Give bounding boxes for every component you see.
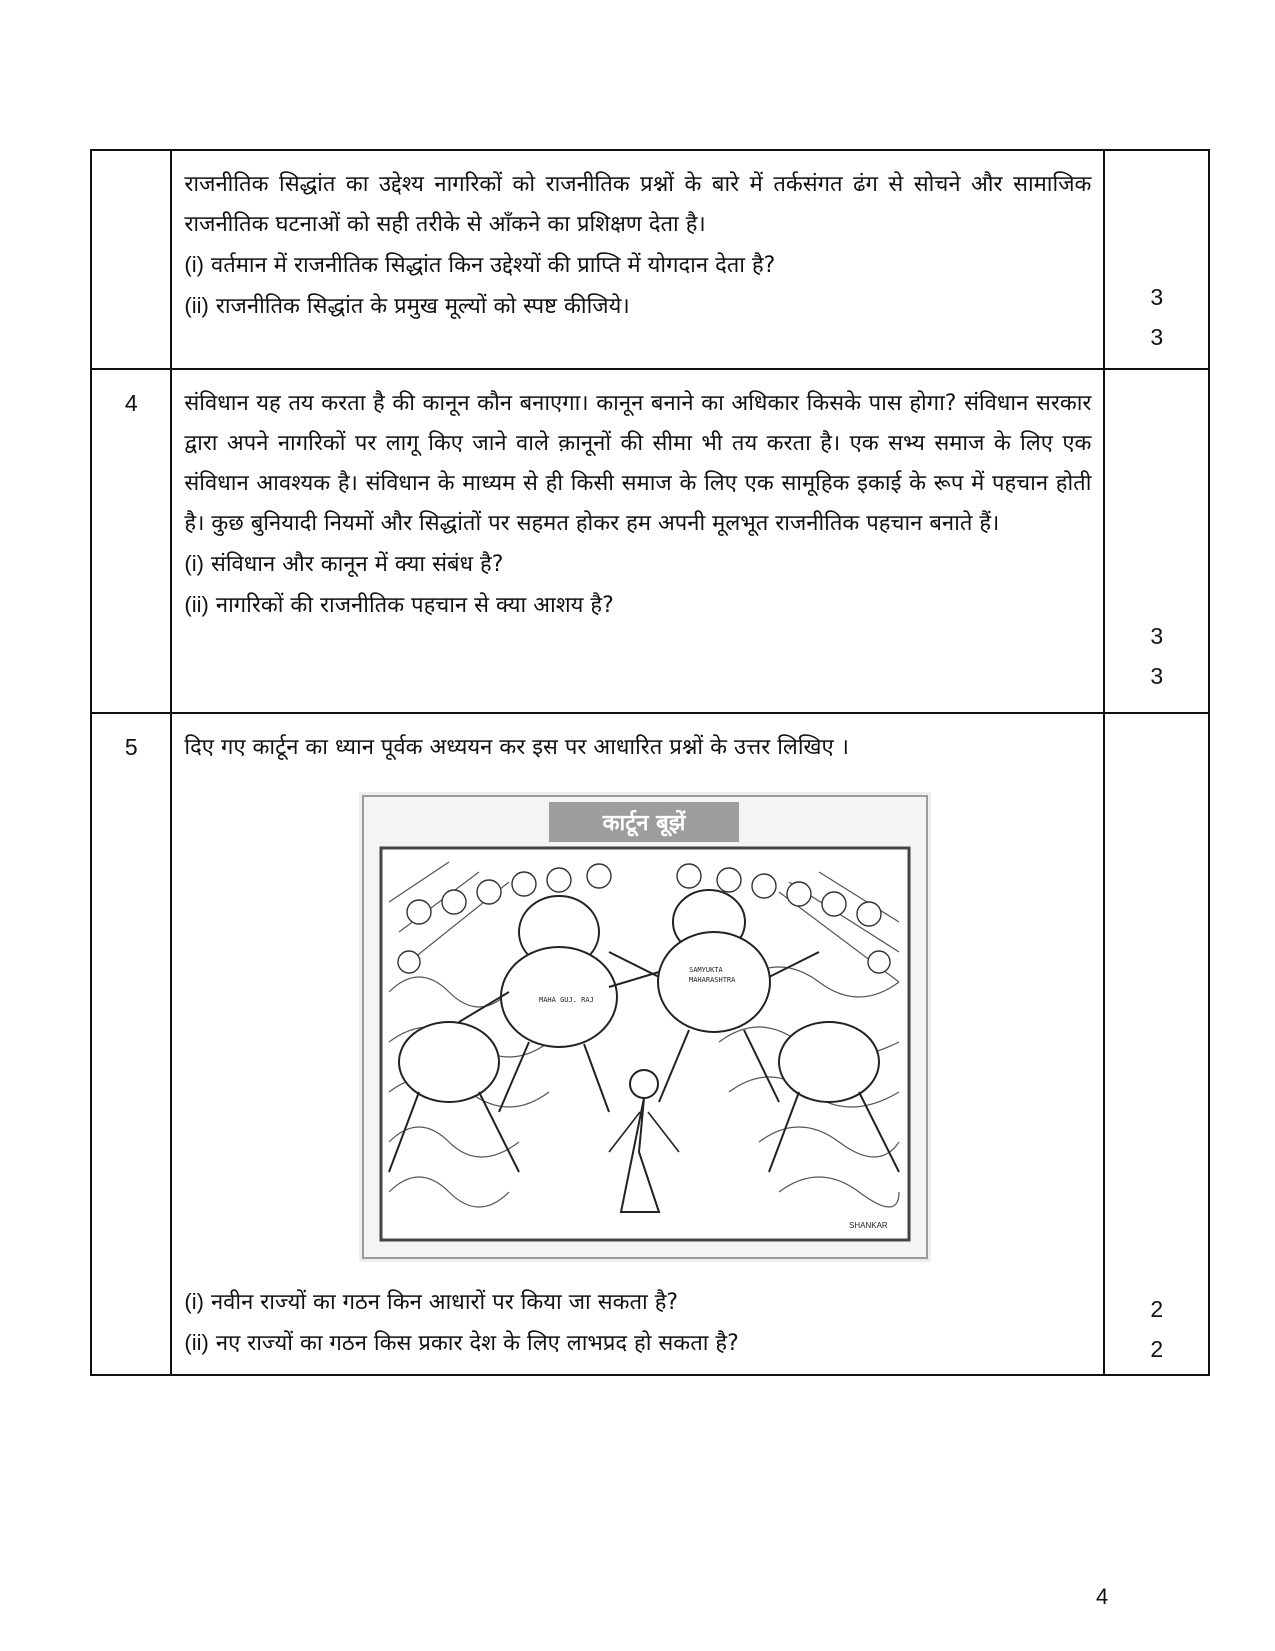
marks-value: 2 <box>1150 1296 1164 1322</box>
sub-question-label: (ii) <box>184 592 209 617</box>
marks-value: 3 <box>1150 663 1164 689</box>
question-passage: दिए गए कार्टून का ध्यान पूर्वक अध्ययन कर इस पर आधारित प्रश्नों के उत्तर लिखिए । <box>184 735 850 760</box>
sub-question-text: राजनीतिक सिद्धांत के प्रमुख मूल्यों को स्पष्ट कीजिये। <box>215 294 630 319</box>
cartoon-signature: SHANKAR <box>849 1221 889 1230</box>
sub-question <box>184 585 1091 626</box>
marks-cell <box>1104 369 1209 713</box>
sub-question <box>184 544 1091 585</box>
sub-question-label: (ii) <box>184 293 209 318</box>
question-passage: संविधान यह तय करता है की कानून कौन बनाएगा। कानून बनाने का अधिकार किसके पास होगा? संविधान सरकार द्वारा अपने नागरिकों पर लागू किए जाने वाले क़ानूनों की सीमा भी तय करता है। एक सभ्य समाज के लिए एक संविधान आवश्यक है। संविधान के माध्यम से ही किसी समाज के लिए एक सामूहिक इकाई के रूप में पहचान होती है। कुछ बुनियादी नियमों और सिद्धांतों पर सहमत होकर हम अपनी मूलभूत राजनीतिक पहचान बनाते हैं। <box>184 391 1092 536</box>
sub-question <box>184 1323 1091 1364</box>
question-content <box>171 150 1104 369</box>
question-table <box>90 149 1210 1376</box>
sub-question-text: नागरिकों की राजनीतिक पहचान से क्या आशय है? <box>215 593 614 618</box>
marks-value: 3 <box>1150 284 1164 310</box>
sub-question <box>184 245 1091 286</box>
sub-question-label: (ii) <box>184 1330 209 1355</box>
marks-value: 3 <box>1150 324 1164 350</box>
question-number: 4 <box>91 369 171 713</box>
question-row <box>91 713 1209 1375</box>
sub-question-text: नए राज्यों का गठन किस प्रकार देश के लिए लाभप्रद हो सकता है? <box>215 1331 739 1356</box>
page-number: 4 <box>1096 1584 1109 1609</box>
question-content <box>171 713 1104 1375</box>
sub-question <box>184 286 1091 327</box>
sub-question-label: (i) <box>184 252 204 277</box>
marks-value: 2 <box>1150 1336 1164 1362</box>
sub-question <box>184 1282 1091 1323</box>
sub-question-label: (i) <box>184 1289 204 1314</box>
question-row <box>91 150 1209 369</box>
sub-question-text: नवीन राज्यों का गठन किन आधारों पर किया जा सकता है? <box>210 1290 679 1315</box>
svg-text:MAHARASHTRA: MAHARASHTRA <box>689 976 736 984</box>
sub-question-label: (i) <box>184 551 204 576</box>
marks-cell <box>1104 150 1209 369</box>
svg-text:SAMYUKTA: SAMYUKTA <box>689 966 724 974</box>
question-content <box>171 369 1104 713</box>
marks-cell <box>1104 713 1209 1375</box>
question-number <box>91 150 171 369</box>
cartoon-illustration <box>359 792 931 1262</box>
sub-question-text: वर्तमान में राजनीतिक सिद्धांत किन उद्देश्यों की प्राप्ति में योगदान देता है? <box>210 253 776 278</box>
question-row <box>91 369 1209 713</box>
cartoon-image <box>359 792 931 1262</box>
marks-value: 3 <box>1150 623 1164 649</box>
sub-question-text: संविधान और कानून में क्या संबंध है? <box>210 552 504 577</box>
svg-text:MAHA GUJ. RAJ: MAHA GUJ. RAJ <box>539 996 595 1004</box>
cartoon-caption: कार्टून बूझें <box>603 811 686 836</box>
question-passage: राजनीतिक सिद्धांत का उद्देश्य नागरिकों को राजनीतिक प्रश्नों के बारे में तर्कसंगत ढंग से सोचने और सामाजिक राजनीतिक घटनाओं को सही तरीके से आँकने का प्रशिक्षण देता है। <box>184 172 1092 237</box>
question-number: 5 <box>91 713 171 1375</box>
